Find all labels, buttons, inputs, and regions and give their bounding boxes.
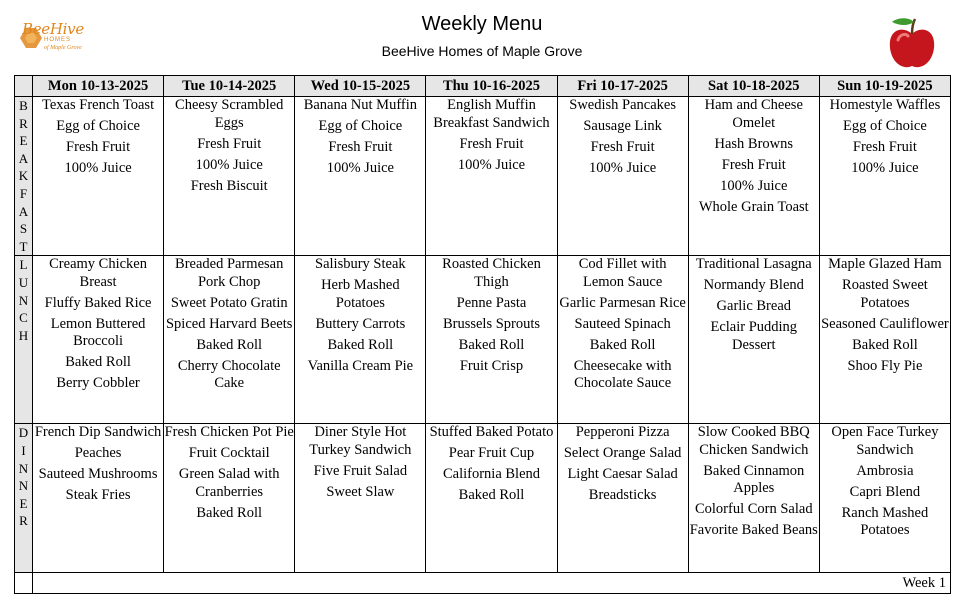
menu-item: Egg of Choice [843, 118, 927, 134]
day-header-row [15, 76, 951, 97]
menu-item: Baked Roll [65, 354, 131, 371]
menu-item: Fresh Fruit [459, 135, 524, 152]
menu-item: Select Orange Salad [563, 445, 682, 462]
menu-item: Salisbury Steak [315, 256, 406, 273]
menu-item: Favorite Baked Beans [689, 522, 818, 539]
menu-cell [295, 97, 426, 256]
menu-item: Breadsticks [588, 487, 657, 504]
menu-item: Baked Cinnamon Apples [703, 462, 805, 497]
menu-item: Eclair Pudding Dessert [710, 319, 798, 353]
menu-cell [688, 256, 819, 424]
menu-item: Ambrosia [856, 462, 914, 479]
menu-item: Egg of Choice [56, 118, 140, 134]
menu-item: Maple Glazed Ham [828, 256, 942, 273]
menu-item: Cheesy Scrambled Eggs [175, 97, 284, 131]
menu-item: Fluffy Baked Rice [44, 294, 152, 311]
footer-corner [15, 573, 33, 594]
menu-item: Fresh Fruit [721, 156, 786, 173]
meal-label: L U N C H [15, 256, 33, 424]
menu-item: Peaches [74, 445, 122, 462]
menu-item: California Blend [442, 466, 541, 483]
menu-item: Baked Roll [852, 336, 918, 353]
menu-item: Fresh Chicken Pot Pie [164, 424, 294, 441]
day-header: Tue 10-14-2025 [164, 76, 295, 97]
menu-item: Normandy Blend [703, 277, 804, 294]
menu-item: Capri Blend [849, 483, 921, 500]
menu-item: Fresh Fruit [328, 139, 393, 155]
menu-item: Steak Fries [65, 487, 131, 504]
page-subtitle: BeeHive Homes of Maple Grove [381, 43, 583, 59]
menu-item: Ranch Mashed Potatoes [841, 504, 929, 539]
menu-item: Diner Style Hot Turkey Sandwich [309, 424, 412, 458]
menu-cell [819, 424, 950, 573]
menu-item: Brussels Sprouts [442, 315, 541, 332]
menu-item: Buttery Carrots [315, 315, 406, 332]
menu-item: French Dip Sandwich [34, 424, 162, 441]
menu-item: Sweet Potato Gratin [170, 294, 288, 311]
meal-label: D I N N E R [15, 424, 33, 573]
menu-item: Fresh Fruit [590, 139, 655, 155]
menu-cell [295, 256, 426, 424]
menu-item: Whole Grain Toast [698, 198, 809, 215]
menu-item: Sauteed Spinach [574, 315, 671, 332]
menu-item: Open Face Turkey Sandwich [831, 424, 939, 458]
menu-item: Vanilla Cream Pie [307, 357, 414, 374]
menu-item: Herb Mashed Potatoes [321, 277, 400, 311]
logo-sub: HOMES [44, 37, 72, 43]
menu-item: Ham and Cheese Omelet [704, 97, 803, 131]
menu-item: English Muffin Breakfast Sandwich [433, 97, 550, 131]
menu-item: Hash Browns [714, 135, 794, 152]
day-header: Mon 10-13-2025 [33, 76, 164, 97]
menu-item: Fresh Fruit [197, 135, 262, 152]
menu-cell [164, 97, 295, 256]
menu-cell [295, 424, 426, 573]
day-header: Sun 10-19-2025 [819, 76, 950, 97]
day-header: Fri 10-17-2025 [557, 76, 688, 97]
menu-cell [819, 97, 950, 256]
menu-cell [33, 424, 164, 573]
menu-item: Fruit Crisp [459, 357, 524, 374]
menu-item: Lemon Buttered Broccoli [50, 315, 146, 350]
menu-item: Sausage Link [583, 118, 662, 134]
menu-item: Roasted Sweet Potatoes [842, 277, 928, 311]
menu-item: Traditional Lasagna [695, 256, 812, 273]
meal-row-breakfast [15, 97, 951, 256]
menu-item: Berry Cobbler [56, 375, 140, 392]
menu-item: 100% Juice [457, 156, 526, 173]
menu-cell [33, 97, 164, 256]
menu-item: Garlic Parmesan Rice [559, 294, 686, 311]
menu-item: Colorful Corn Salad [694, 501, 813, 518]
day-header: Wed 10-15-2025 [295, 76, 426, 97]
menu-item: Breaded Parmesan Pork Chop [175, 256, 284, 290]
menu-item: Shoo Fly Pie [847, 357, 923, 374]
menu-cell [557, 97, 688, 256]
menu-cell [688, 97, 819, 256]
menu-item: Swedish Pancakes [569, 97, 676, 113]
menu-item: Homestyle Waffles [829, 97, 941, 113]
menu-item: 100% Juice [851, 160, 919, 176]
menu-item: Baked Roll [458, 487, 525, 504]
menu-item: Spiced Harvard Beets [165, 315, 293, 332]
menu-item: Cherry Chocolate Cake [177, 357, 281, 392]
menu-item: Pepperoni Pizza [575, 424, 670, 441]
menu-item: Texas French Toast [42, 97, 155, 113]
menu-item: 100% Juice [720, 177, 788, 194]
menu-item: Light Caesar Salad [567, 466, 678, 483]
logo-sub2: of Maple Grove [44, 45, 82, 51]
menu-item: Garlic Bread [716, 298, 792, 315]
menu-item: Cod Fillet with Lemon Sauce [578, 256, 667, 290]
menu-item: Pear Fruit Cup [448, 445, 535, 462]
menu-item: Egg of Choice [318, 118, 403, 134]
menu-item: Baked Roll [196, 504, 263, 521]
menu-cell [426, 256, 557, 424]
menu-item: Five Fruit Salad [313, 462, 408, 479]
menu-item: Sauteed Mushrooms [38, 466, 158, 483]
menu-item: Fresh Biscuit [190, 177, 268, 194]
menu-item: Fresh Fruit [852, 139, 917, 155]
menu-item: Baked Roll [458, 336, 525, 353]
day-header: Sat 10-18-2025 [688, 76, 819, 97]
weekly-menu-table [14, 75, 951, 594]
menu-cell [688, 424, 819, 573]
corner-cell [15, 76, 33, 97]
menu-item: 100% Juice [589, 160, 657, 176]
menu-item: Baked Roll [589, 336, 656, 353]
menu-cell [33, 256, 164, 424]
menu-item: 100% Juice [195, 156, 263, 173]
menu-item: Slow Cooked BBQ Chicken Sandwich [697, 424, 810, 458]
menu-item: Fruit Cocktail [188, 445, 270, 462]
menu-item: Seasoned Cauliflower [821, 315, 949, 332]
day-header: Thu 10-16-2025 [426, 76, 557, 97]
apple-icon [882, 12, 942, 72]
menu-item: 100% Juice [326, 160, 394, 176]
menu-cell [819, 256, 950, 424]
menu-item: Cheesecake with Chocolate Sauce [573, 357, 672, 392]
menu-item: Baked Roll [327, 336, 394, 353]
menu-item: Sweet Slaw [326, 483, 395, 500]
menu-item: Banana Nut Muffin [303, 97, 417, 113]
menu-item: Green Salad with Cranberries [178, 466, 280, 500]
meal-row-dinner [15, 424, 951, 573]
menu-cell [426, 424, 557, 573]
menu-item: Penne Pasta [456, 294, 527, 311]
menu-item: Creamy Chicken Breast [49, 256, 147, 290]
menu-item: Roasted Chicken Thigh [442, 256, 541, 290]
week-label: Week 1 [33, 573, 951, 594]
menu-item: Stuffed Baked Potato [429, 424, 554, 441]
meal-label: B R E A K F A S T [15, 97, 33, 256]
menu-cell [557, 424, 688, 573]
footer-row [15, 573, 951, 594]
menu-cell [426, 97, 557, 256]
page-title: Weekly Menu [421, 13, 543, 35]
menu-item: Baked Roll [196, 336, 263, 353]
meal-row-lunch [15, 256, 951, 424]
menu-cell [557, 256, 688, 424]
menu-cell [164, 424, 295, 573]
menu-item: Fresh Fruit [66, 139, 131, 155]
menu-item: 100% Juice [64, 160, 132, 176]
logo-name: BeeHive [22, 20, 84, 38]
menu-cell [164, 256, 295, 424]
